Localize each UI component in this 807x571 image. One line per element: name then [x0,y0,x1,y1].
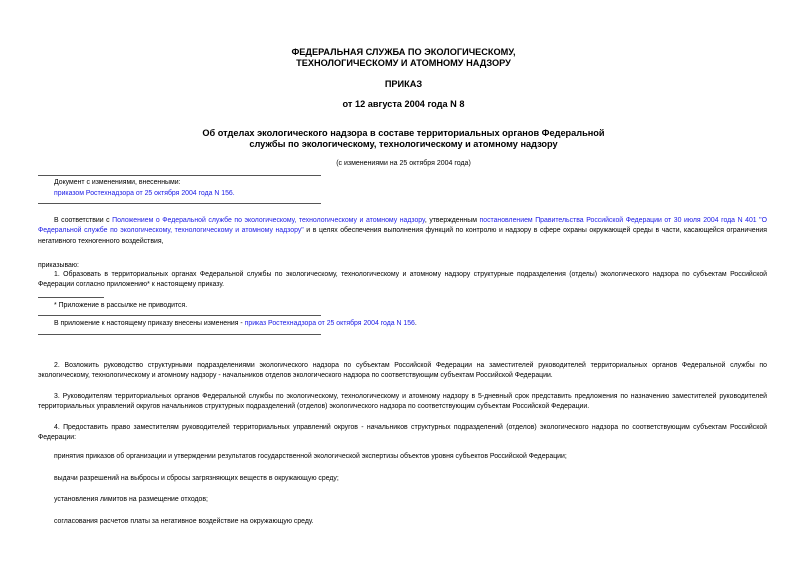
government-resolution-link[interactable]: постановлением Правительства Российской Федерации от 30 июля 2004 года N 401 "О Федеральной службе по экологическому, технологическому и атомному надзору" [38,217,767,235]
right-item-3: установления лимитов на размещение отходов; [54,496,208,503]
item-2: 2. Возложить руководство структурными подразделениями экологического надзора по субъектам Российской Федерации на заместителей руководителей территориальных органов Федеральной службы по экологическому, технологическому и атомному надзору - начальников отделов экологического надзора по соответствующим субъектам Российской Федерации. [38,362,767,380]
divider [38,203,321,204]
divider [38,334,321,335]
right-item-2: выдачи разрешений на выбросы и сбросы загрязняющих веществ в окружающую среду; [54,475,339,482]
amendments-note: (с изменениями на 25 октября 2004 года) [336,160,471,167]
annex-change-note: В приложение к настоящему приказу внесены изменения - приказ Ростехнадзора от 25 октября 2004 года N 156. [54,320,417,327]
divider [38,175,321,176]
agency-name-line1: ФЕДЕРАЛЬНАЯ СЛУЖБА ПО ЭКОЛОГИЧЕСКОМУ, [291,47,516,57]
changes-box-label: Документ с изменениями, внесенными: [54,179,181,186]
changes-box-item [54,189,235,199]
changes-link[interactable]: приказом Ростехнадзора от 25 октября 2004 года N 156. [54,190,235,197]
document-title-line2: службы по экологическому, технологическому и атомному надзору [249,139,558,149]
item-4: 4. Предоставить право заместителям руководителей территориальных управлений округов - начальников структурных подразделений (отделов) экологического надзора по соответствующим субъектам Российской Федерации: [38,424,767,442]
right-item-4: согласования расчетов платы за негативное воздействие на окружающую среду. [54,518,314,525]
document-date-number: от 12 августа 2004 года N 8 [342,99,465,109]
right-item-1: принятия приказов об организации и утверждении результатов государственной экологической экспертизы объектов уровня субъектов Российской Федерации; [54,453,567,460]
footnote-divider [38,297,104,298]
item-1: 1. Образовать в территориальных органах Федеральной службы по экологическому, технологическому и атомному надзору структурные подразделения (отделы) экологического надзора по субъектам Российской Федерации согласно приложению* к настоящему приказу. [38,271,767,289]
document-title-line1: Об отделах экологического надзора в составе территориальных органов Федеральной [202,128,605,138]
agency-name-line2: ТЕХНОЛОГИЧЕСКОМУ И АТОМНОМУ НАДЗОРУ [296,58,511,68]
item-3: 3. Руководителям территориальных органов Федеральной службы по экологическому, технологическому и атомному надзору в 5-дневный срок представить предложения по назначению заместителей руководителей территориальных управлений округов начальников структурных подразделений (отделов) экологического надзора по соответствующим субъектам Российской Федерации. [38,393,767,411]
footnote: * Приложение в рассылке не приводится. [54,302,188,309]
divider [38,315,321,316]
regulation-link[interactable]: Положением о Федеральной службе по экологическому, технологическому и атомному надзору [112,217,425,224]
order-word: приказываю: [38,262,79,269]
document-type: ПРИКАЗ [384,79,423,89]
annex-change-link[interactable]: приказ Ростехнадзора от 25 октября 2004 года N 156 [244,320,415,327]
preamble-paragraph: В соответствии с Положением о Федеральной службе по экологическому, технологическому и атомному надзору, утвержденным постановлением Правительства Российской Федерации от 30 июля 2004 года N 401 "О Федеральной службе по экологическому, технологическому и атомному надзору" и в целях обеспечения выполнения функций по контролю и надзору в сфере охраны окружающей среды в части, касающейся ограничения негативного техногенного воздействия, [38,217,768,245]
